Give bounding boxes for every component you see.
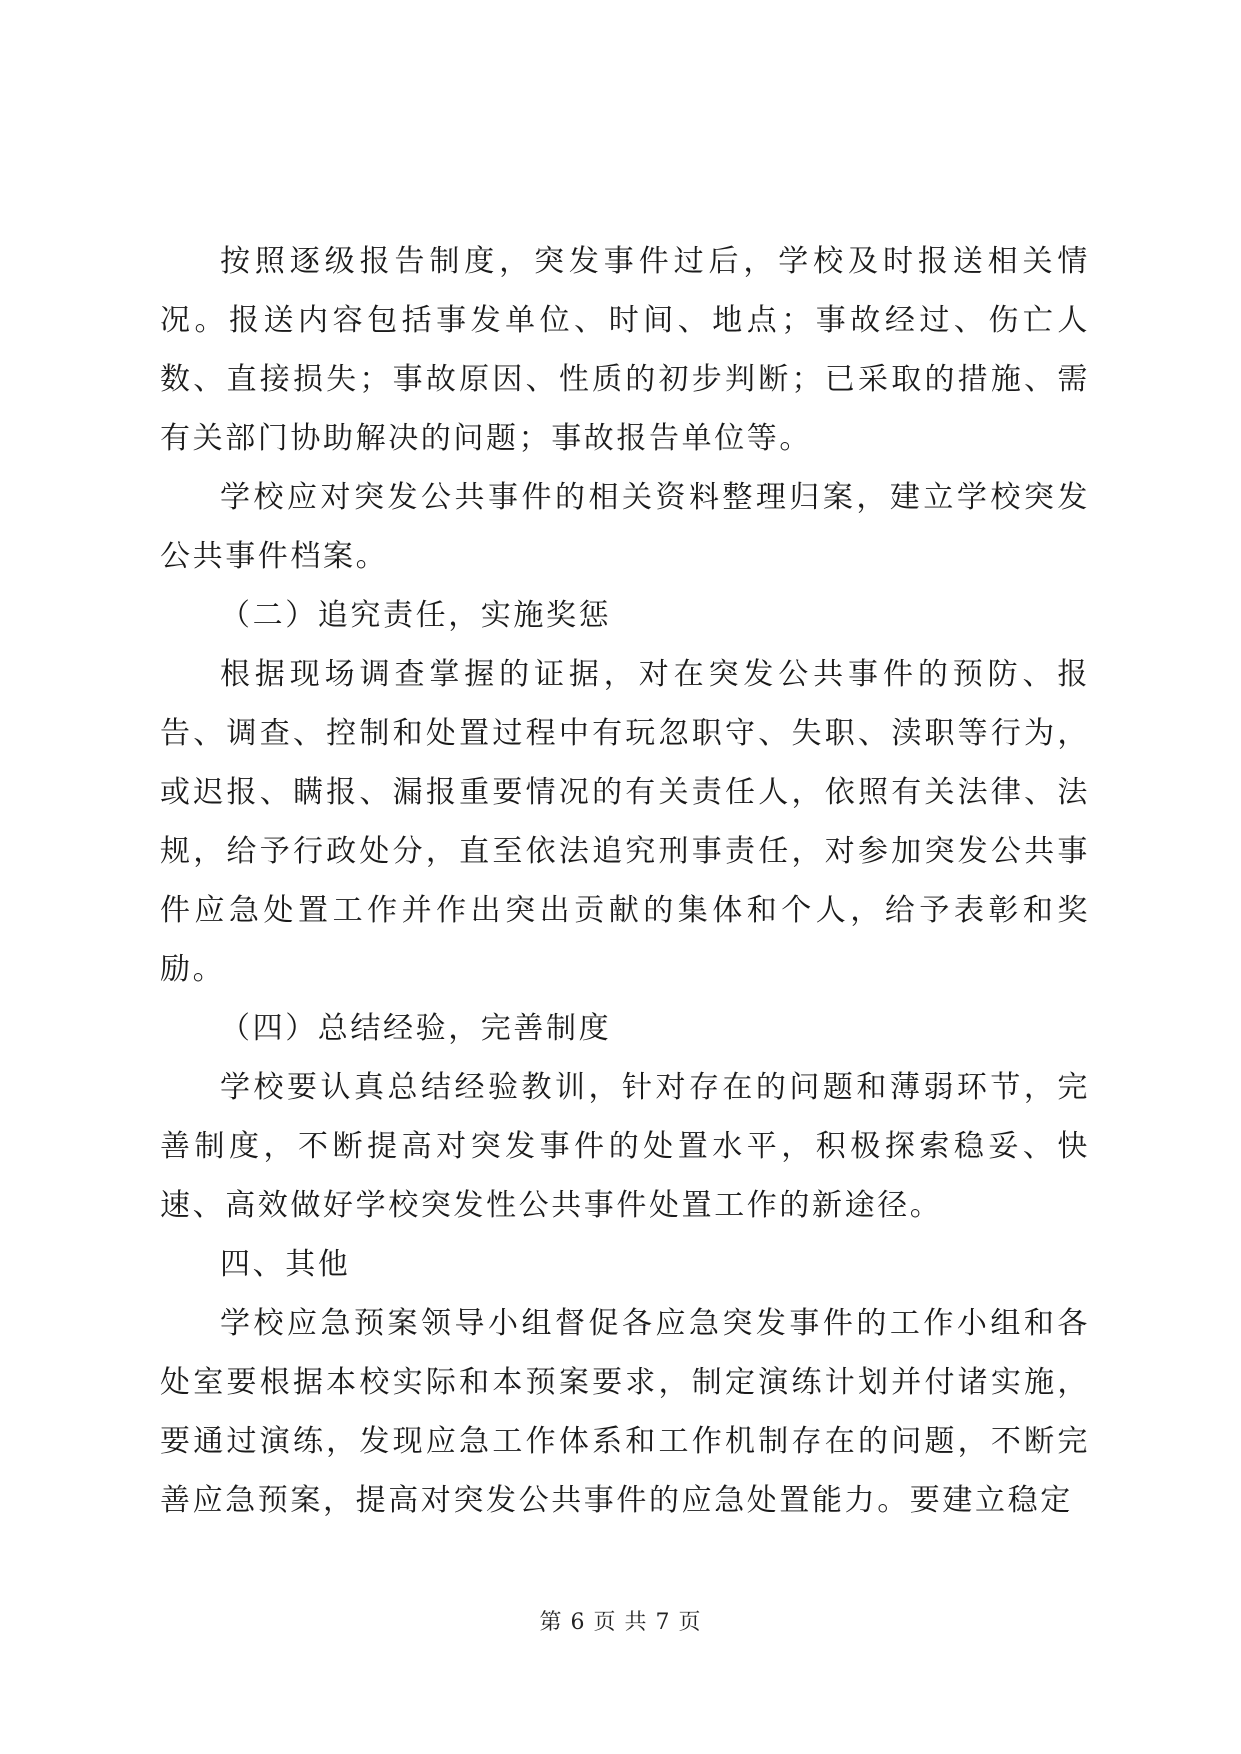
section-heading-accountability: （二）追究责任，实施奖惩 (220, 598, 612, 633)
paragraph-drills: 学校应急预案领导小组督促各应急突发事件的工作小组和各处室要根据本校实际和本预案要求，制定演练计划并付诸实施，要通过演练，发现应急工作体系和工作机制存在的问题，不断完善应急预案，提高对突发公共事件的应急处置能力。要建立稳定 (160, 1306, 1090, 1518)
paragraph-report-procedure: 按照逐级报告制度，突发事件过后，学校及时报送相关情况。报送内容包括事发单位、时间、地点；事故经过、伤亡人数、直接损失；事故原因、性质的初步判断；已采取的措施、需有关部门协助解决的问题；事故报告单位等。 (160, 244, 1090, 456)
paragraph-accountability: 根据现场调查掌握的证据，对在突发公共事件的预防、报告、调查、控制和处置过程中有玩忽职守、失职、渎职等行为，或迟报、瞒报、漏报重要情况的有关责任人，依照有关法律、法规，给予行政处分，直至依法追究刑事责任，对参加突发公共事件应急处置工作并作出突出贡献的集体和个人，给予表彰和奖励。 (160, 657, 1090, 987)
section-heading-summary: （四）总结经验，完善制度 (220, 1011, 612, 1046)
section-heading-other: 四、其他 (220, 1247, 351, 1282)
paragraph-summary: 学校要认真总结经验教训，针对存在的问题和薄弱环节，完善制度，不断提高对突发事件的处置水平，积极探索稳妥、快速、高效做好学校突发性公共事件处置工作的新途径。 (160, 1070, 1090, 1223)
page-number-footer: 第 6 页 共 7 页 (539, 1610, 702, 1635)
paragraph-archive: 学校应对突发公共事件的相关资料整理归案，建立学校突发公共事件档案。 (160, 480, 1090, 574)
document-body (160, 232, 1090, 1530)
